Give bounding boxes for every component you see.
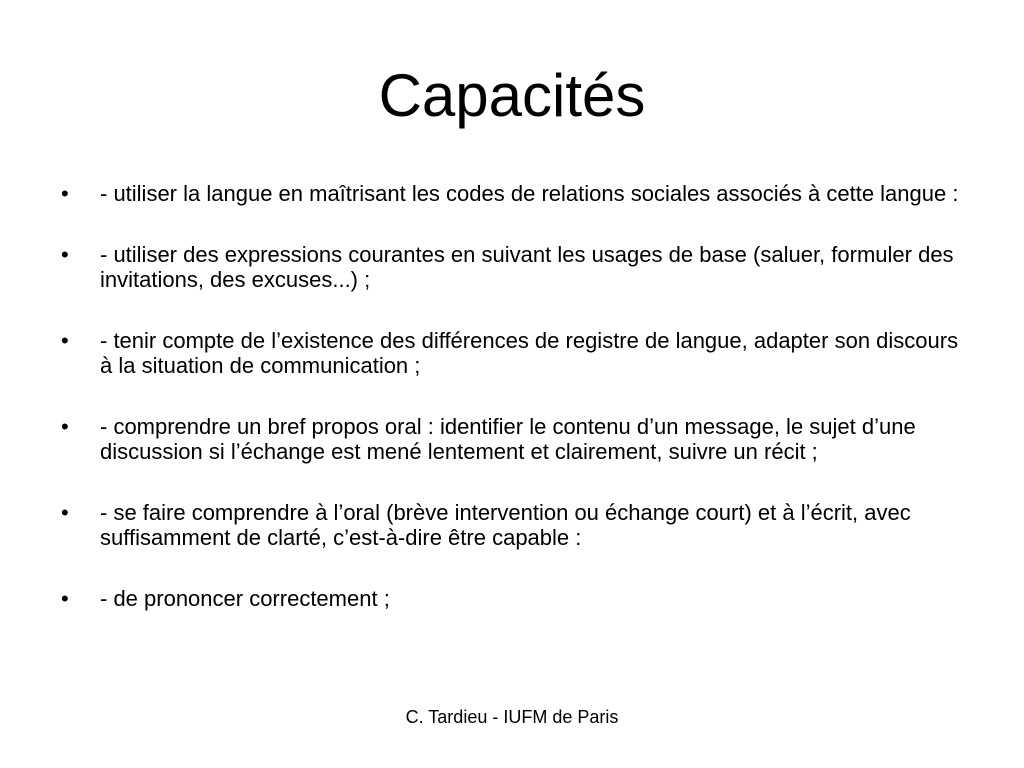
bullet-text: - de prononcer correctement ;: [100, 586, 390, 611]
bullet-marker: •: [61, 586, 69, 611]
bullet-item: [55, 242, 975, 292]
bullet-item: [55, 500, 975, 550]
slide-title: Capacités: [378, 62, 646, 129]
bullet-marker: •: [61, 242, 69, 267]
bullet-text: - tenir compte de l’existence des différences de registre de langue, adapter son discours à la situation de communication ;: [100, 328, 959, 378]
bullet-marker: •: [61, 328, 69, 353]
bullet-text: - se faire comprendre à l’oral (brève intervention ou échange court) et à l’écrit, avec suffisamment de clarté, c’est-à-dire être capable :: [100, 500, 911, 550]
bullet-item: [55, 586, 975, 611]
bullet-item: [55, 181, 975, 206]
bullet-marker: •: [61, 500, 69, 525]
bullet-text: - utiliser des expressions courantes en suivant les usages de base (saluer, formuler des invitations, des excuses...) ;: [100, 242, 954, 292]
bullet-marker: •: [61, 414, 69, 439]
bullet-text: - utiliser la langue en maîtrisant les codes de relations sociales associés à cette langue :: [100, 181, 959, 206]
bullet-marker: •: [61, 181, 69, 206]
bullet-text: - comprendre un bref propos oral : identifier le contenu d’un message, le sujet d’une discussion si l’échange est mené lentement et clairement, suivre un récit ;: [100, 414, 916, 464]
bullet-list: [55, 181, 975, 647]
bullet-item: [55, 414, 975, 464]
slide-footer: C. Tardieu - IUFM de Paris: [405, 707, 619, 727]
bullet-item: [55, 328, 975, 378]
